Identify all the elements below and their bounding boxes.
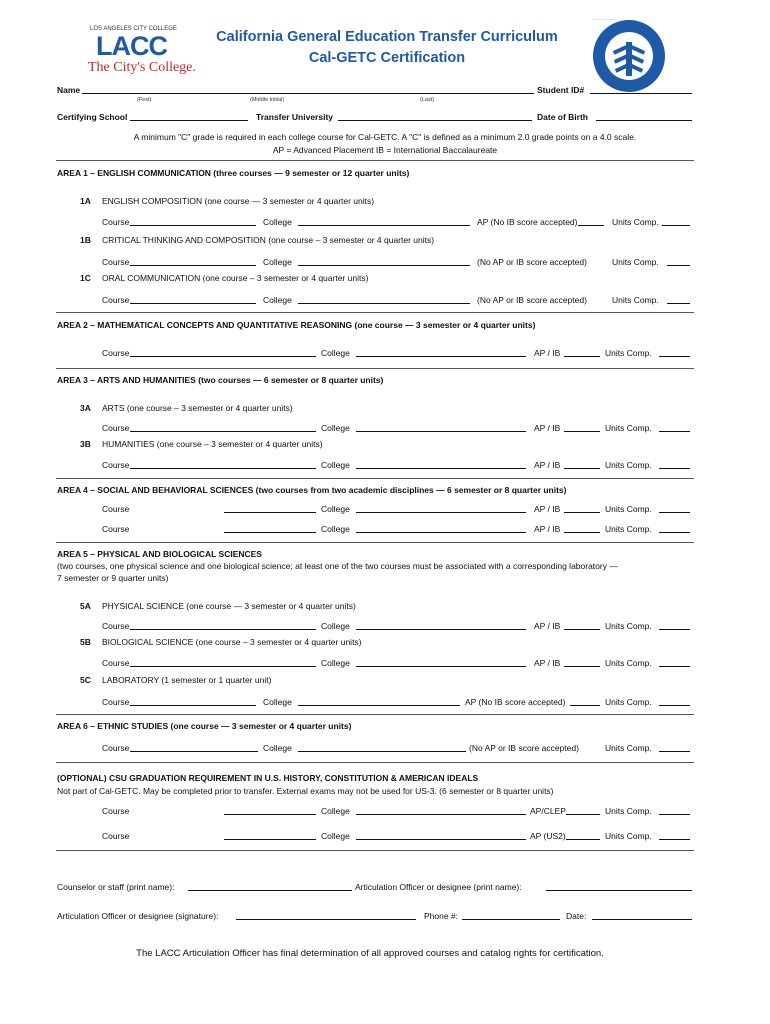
units-label: Units Comp. xyxy=(605,743,652,753)
area1a-code: 1A xyxy=(80,196,91,206)
course-label: Course xyxy=(102,460,130,470)
articulation-sign-field[interactable] xyxy=(236,910,416,920)
units-field[interactable] xyxy=(659,805,690,815)
student-id-label: Student ID# xyxy=(537,85,585,95)
ap-ib-label: AP / IB xyxy=(534,348,561,358)
ap-ib-label: AP / IB xyxy=(534,460,561,470)
course-label: Course xyxy=(102,423,130,433)
college-field[interactable] xyxy=(298,742,466,752)
area3a-code: 3A xyxy=(80,403,91,413)
ap-us2-field[interactable] xyxy=(566,830,600,840)
units-label: Units Comp. xyxy=(605,460,652,470)
certifying-school-label: Certifying School xyxy=(57,112,128,122)
ap-ib-field[interactable] xyxy=(564,523,600,533)
course-label: Course xyxy=(102,524,130,534)
logo-top-text: LOS ANGELES CITY COLLEGE xyxy=(90,26,177,32)
units-label: Units Comp. xyxy=(605,504,652,514)
course-field[interactable] xyxy=(224,805,316,815)
area3a-title: ARTS (one course – 3 semester or 4 quarter units) xyxy=(102,403,293,413)
course-field[interactable] xyxy=(130,459,316,469)
district-seal xyxy=(593,20,665,92)
area5b-title: BIOLOGICAL SCIENCE (one course – 3 semester or 4 quarter units) xyxy=(102,637,362,647)
units-field[interactable] xyxy=(667,256,690,266)
units-label: Units Comp. xyxy=(605,524,652,534)
course-label: Course xyxy=(102,348,130,358)
college-label: College xyxy=(321,504,350,514)
area5b-code: 5B xyxy=(80,637,91,647)
footer-note: The LACC Articulation Officer has final determination of all approved courses and catalog rights for certification. xyxy=(136,948,604,959)
college-field[interactable] xyxy=(356,523,526,533)
units-field[interactable] xyxy=(659,830,690,840)
area1b-code: 1B xyxy=(80,235,91,245)
ap-no-ib-label: AP (No IB score accepted) xyxy=(477,217,578,227)
certifying-school-field[interactable] xyxy=(130,111,248,121)
divider xyxy=(56,312,694,313)
area5-desc-2: 7 semester or 9 quarter units) xyxy=(57,573,169,583)
ap-ib-label: AP / IB xyxy=(534,504,561,514)
divider xyxy=(56,160,694,161)
college-label: College xyxy=(321,806,350,816)
units-field[interactable] xyxy=(659,503,690,513)
college-field[interactable] xyxy=(356,805,526,815)
college-label: College xyxy=(321,423,350,433)
course-field[interactable] xyxy=(130,294,256,304)
student-id-field[interactable] xyxy=(590,84,692,94)
college-field[interactable] xyxy=(298,256,470,266)
area6-title: AREA 6 – ETHNIC STUDIES (one course — 3 semester or 4 quarter units) xyxy=(57,721,352,731)
divider xyxy=(56,762,694,763)
ap-ib-field[interactable] xyxy=(564,459,600,469)
course-field[interactable] xyxy=(130,216,256,226)
college-label: College xyxy=(321,460,350,470)
college-label: College xyxy=(263,257,292,267)
college-field[interactable] xyxy=(356,657,526,667)
ap-ib-label: AP / IB xyxy=(534,621,561,631)
divider xyxy=(56,542,694,543)
area5-desc-1: (two courses, one physical science and one biological science; at least one of the two courses must be associated with a corresponding laboratory — xyxy=(57,561,618,571)
form-title: California General Education Transfer Curriculum xyxy=(216,29,558,45)
course-label: Course xyxy=(102,806,130,816)
ap-ib-label: AP / IB xyxy=(534,524,561,534)
college-label: College xyxy=(263,697,292,707)
college-field[interactable] xyxy=(356,620,526,630)
course-label: Course xyxy=(102,697,130,707)
college-field[interactable] xyxy=(298,696,460,706)
college-label: College xyxy=(321,524,350,534)
divider xyxy=(56,714,694,715)
area5a-code: 5A xyxy=(80,601,91,611)
area3-title: AREA 3 – ARTS AND HUMANITIES (two courses — 6 semester or 8 quarter units) xyxy=(57,375,384,385)
course-field[interactable] xyxy=(224,830,316,840)
course-label: Course xyxy=(102,743,130,753)
college-field[interactable] xyxy=(298,216,470,226)
units-label: Units Comp. xyxy=(605,621,652,631)
date-label: Date: xyxy=(566,911,587,921)
units-field[interactable] xyxy=(667,294,690,304)
ap-clep-label: AP/CLEP xyxy=(530,806,566,816)
units-field[interactable] xyxy=(659,347,690,357)
units-label: Units Comp. xyxy=(605,423,652,433)
units-field[interactable] xyxy=(659,742,690,752)
dob-field[interactable] xyxy=(596,111,692,121)
course-label: Course xyxy=(102,257,130,267)
college-field[interactable] xyxy=(298,294,470,304)
course-field[interactable] xyxy=(130,256,256,266)
ap-ib-field[interactable] xyxy=(564,422,600,432)
course-field[interactable] xyxy=(224,523,316,533)
ap-ib-field[interactable] xyxy=(564,620,600,630)
ap-clep-field[interactable] xyxy=(566,805,600,815)
course-label: Course xyxy=(102,831,130,841)
first-caption: (First) xyxy=(137,97,152,103)
phone-label: Phone #: xyxy=(424,911,459,921)
ap-ib-field[interactable] xyxy=(564,503,600,513)
units-field[interactable] xyxy=(659,657,690,667)
course-field[interactable] xyxy=(224,503,316,513)
units-label: Units Comp. xyxy=(605,658,652,668)
transfer-university-field[interactable] xyxy=(338,111,532,121)
ap-us2-label: AP (US2) xyxy=(530,831,566,841)
college-field[interactable] xyxy=(356,347,526,357)
divider xyxy=(56,368,694,369)
ap-ib-label: AP / IB xyxy=(534,658,561,668)
ap-ib-field[interactable] xyxy=(564,657,600,667)
optional-desc: Not part of Cal-GETC. May be completed prior to transfer. External exams may not be used for US-3. (6 semester or 8 quarter units) xyxy=(57,786,554,796)
intro-line-2: AP = Advanced Placement IB = International Baccalaureate xyxy=(272,145,498,155)
no-ap-ib-label: (No AP or IB score accepted) xyxy=(469,743,579,753)
college-label: College xyxy=(321,831,350,841)
course-label: Course xyxy=(102,504,130,514)
divider xyxy=(56,850,694,851)
college-field[interactable] xyxy=(356,830,526,840)
units-field[interactable] xyxy=(659,523,690,533)
course-field[interactable] xyxy=(130,742,258,752)
area5c-title: LABORATORY (1 semester or 1 quarter unit) xyxy=(102,675,272,685)
last-caption: (Last) xyxy=(420,97,435,103)
area3b-code: 3B xyxy=(80,439,91,449)
articulation-sign-label: Articulation Officer or designee (signature): xyxy=(57,911,219,921)
course-field[interactable] xyxy=(130,347,316,357)
transfer-university-label: Transfer University xyxy=(256,112,334,122)
area2-title: AREA 2 – MATHEMATICAL CONCEPTS AND QUANTITATIVE REASONING (one course — 3 semester or 4 quarter units) xyxy=(57,320,536,330)
date-field[interactable] xyxy=(592,910,692,920)
units-field[interactable] xyxy=(662,216,690,226)
college-field[interactable] xyxy=(356,422,526,432)
name-field[interactable] xyxy=(82,84,534,94)
ap-ib-label: AP / IB xyxy=(534,423,561,433)
logo-tagline: The City's College. xyxy=(88,60,196,75)
area1c-code: 1C xyxy=(80,273,91,283)
course-field[interactable] xyxy=(130,657,316,667)
form-subtitle: Cal-GETC Certification xyxy=(308,50,466,66)
area5a-title: PHYSICAL SCIENCE (one course — 3 semester or 4 quarter units) xyxy=(102,601,356,611)
area1a-title: ENGLISH COMPOSITION (one course — 3 semester or 4 quarter units) xyxy=(102,196,375,206)
course-label: Course xyxy=(102,295,130,305)
counselor-field[interactable] xyxy=(188,881,352,891)
logo-main-text: LACC xyxy=(96,31,167,61)
units-label: Units Comp. xyxy=(612,295,659,305)
area3b-title: HUMANITIES (one course – 3 semester or 4 quarter units) xyxy=(102,439,323,449)
no-ap-ib-label: (No AP or IB score accepted) xyxy=(477,257,587,267)
area1-title: AREA 1 – ENGLISH COMMUNICATION (three courses — 9 semester or 12 quarter units) xyxy=(57,168,410,178)
area1b-title: CRITICAL THINKING AND COMPOSITION (one course – 3 semester or 4 quarter units) xyxy=(102,235,435,245)
ap-ib-field[interactable] xyxy=(564,347,600,357)
articulation-print-label: Articulation Officer or designee (print name): xyxy=(355,882,522,892)
ap-field[interactable] xyxy=(570,696,600,706)
units-field[interactable] xyxy=(659,459,690,469)
seal-text: LOS ANGELES COMMUNITY COLLEGE DISTRICT xyxy=(593,20,617,21)
course-label: Course xyxy=(102,658,130,668)
middle-caption: (Middle Initial) xyxy=(250,97,285,103)
course-label: Course xyxy=(102,217,130,227)
optional-title: (OPTIONAL) CSU GRADUATION REQUIREMENT IN U.S. HISTORY, CONSTITUTION & AMERICAN IDEALS xyxy=(57,773,479,783)
intro-line-1: A minimum "C" grade is required in each college course for Cal-GETC. A "C" is defined as a minimum 2.0 grade points on a 4.0 scale. xyxy=(133,132,637,142)
units-field[interactable] xyxy=(659,620,690,630)
college-label: College xyxy=(263,295,292,305)
college-field[interactable] xyxy=(356,503,526,513)
area5-title: AREA 5 – PHYSICAL AND BIOLOGICAL SCIENCES xyxy=(57,549,262,559)
college-label: College xyxy=(321,621,350,631)
course-label: Course xyxy=(102,621,130,631)
units-label: Units Comp. xyxy=(605,697,652,707)
area4-title: AREA 4 – SOCIAL AND BEHAVIORAL SCIENCES (two courses from two academic disciplines — 6 semester or 8 quarter units) xyxy=(57,485,567,495)
college-label: College xyxy=(263,217,292,227)
college-label: College xyxy=(321,348,350,358)
course-field[interactable] xyxy=(130,620,316,630)
ap-field[interactable] xyxy=(578,216,604,226)
dob-label: Date of Birth xyxy=(537,112,588,122)
course-field[interactable] xyxy=(130,696,256,706)
articulation-print-field[interactable] xyxy=(546,881,692,891)
college-label: College xyxy=(321,658,350,668)
phone-field[interactable] xyxy=(462,910,560,920)
divider xyxy=(56,478,694,479)
course-field[interactable] xyxy=(130,422,316,432)
units-label: Units Comp. xyxy=(605,348,652,358)
units-field[interactable] xyxy=(659,696,690,706)
area5c-code: 5C xyxy=(80,675,91,685)
name-label: Name xyxy=(57,85,81,95)
college-label: College xyxy=(263,743,292,753)
college-field[interactable] xyxy=(356,459,526,469)
units-label: Units Comp. xyxy=(612,257,659,267)
units-field[interactable] xyxy=(659,422,690,432)
counselor-label: Counselor or staff (print name): xyxy=(57,882,175,892)
area1c-title: ORAL COMMUNICATION (one course – 3 semester or 4 quarter units) xyxy=(102,273,369,283)
ap-no-ib-label: AP (No IB score accepted) xyxy=(465,697,566,707)
units-label: Units Comp. xyxy=(612,217,659,227)
units-label: Units Comp. xyxy=(605,831,652,841)
no-ap-ib-label: (No AP or IB score accepted) xyxy=(477,295,587,305)
units-label: Units Comp. xyxy=(605,806,652,816)
